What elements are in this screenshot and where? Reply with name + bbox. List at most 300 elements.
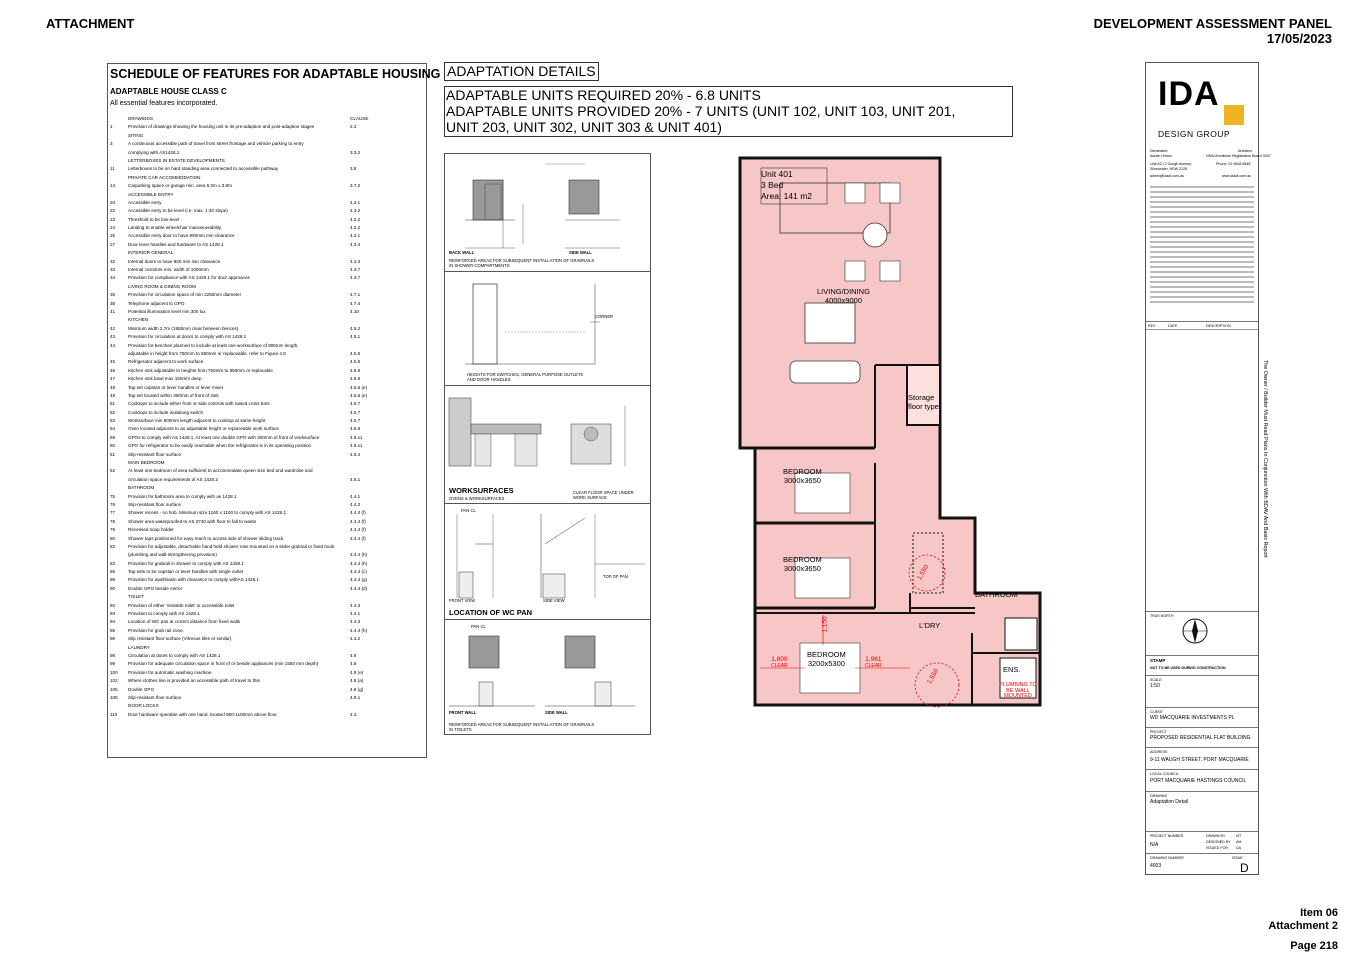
website: www.idadt.com.au (1222, 174, 1252, 178)
door-drawing (445, 272, 652, 386)
row-clause: 4.4.3 (350, 602, 361, 608)
row-clause: 4.4.4 (h) (350, 627, 368, 633)
row-description: Tap sets to be capstan or lever handles with single outlet (128, 569, 244, 575)
row-clause: 4.3. (350, 711, 358, 717)
stamp-label: STAMP (1150, 658, 1166, 663)
storage-label (908, 393, 939, 411)
row-number: 75 (110, 493, 116, 499)
row-clause: 4.5.6 (e) (350, 384, 368, 390)
row-number: 48 (110, 384, 116, 390)
schedule-row (108, 543, 426, 551)
row-description: Where clothes line is provided an accessible path of travel to this (128, 678, 260, 684)
bedroom-2-label (783, 555, 822, 573)
row-number: 110 (110, 711, 118, 717)
row-description: (plumbing and wall-strengthening provision) (128, 552, 217, 558)
row-number: 95 (110, 627, 116, 633)
row-clause: 4.3.4 (350, 241, 361, 247)
schedule-row (108, 585, 426, 593)
drawing-block (1146, 791, 1258, 831)
row-number: 88 (110, 577, 116, 583)
row-clause: 4.3.3 (350, 258, 361, 264)
vertical-note: The Owner / Builder Must Read Plans In Conjunction With BDAV And Basix Report (1262, 360, 1268, 558)
row-clause: 4.5.2 (350, 325, 361, 331)
row-number: 62 (110, 468, 116, 474)
schedule-row (108, 518, 426, 526)
schedule-row (108, 501, 426, 509)
dim-1150: 1,150 (821, 616, 829, 633)
row-clause: 4.4.4 (f) (350, 535, 366, 541)
row-description: Slip resistant floor surface (Vitreous tiles or similar). (128, 636, 233, 642)
row-number: 61 (110, 451, 116, 457)
schedule-row (108, 291, 426, 299)
row-description: Recessed soap holder (128, 527, 174, 533)
row-clause: 4.5.7 (350, 418, 361, 424)
back-wall-label: BACK WALL (449, 250, 475, 255)
row-description: Internal doors to have 820 mm min clearance (128, 258, 221, 264)
project-number-label: PROJECT NUMBER (1150, 834, 1184, 838)
row-clause: 4.5.7 (350, 401, 361, 407)
row-description: Provision of drawings showing the housing unit in its pre-adaption and post-adaption stages (128, 124, 315, 130)
panel-label: DEVELOPMENT ASSESSMENT PANEL (1093, 16, 1332, 31)
schedule-row (108, 409, 426, 417)
date-col: DATE (1168, 324, 1178, 328)
row-number: 25 (110, 233, 116, 239)
row-description: circulation space requirements of AS 1428.2 (128, 476, 218, 482)
dim-1800: 1,800 CLEAR (771, 656, 788, 669)
row-number: 82 (110, 543, 116, 549)
panel-date: 17/05/2023 (1266, 31, 1332, 46)
unit-number: Unit 401 (761, 169, 793, 179)
row-description: Tap set capstan or lever handles or lever mixer (128, 384, 224, 390)
bedroom-1-name: BEDROOM (783, 467, 822, 476)
row-number: 11 (110, 166, 115, 172)
reinforced-toilet-note: REINFORCED AREAS FOR SUBSEQUENT INSTALLATION OF GRABRAILS IN TOILETS (449, 722, 595, 732)
row-number: 78 (110, 518, 116, 524)
row-description: Oven located adjacent to an adjustable height or replaceable work surface (128, 426, 279, 432)
schedule-row (108, 132, 426, 140)
row-clause: 4.5.6 (350, 367, 361, 373)
rev-col: REV (1148, 324, 1156, 328)
row-number: 24 (110, 225, 116, 231)
units-provided-cont: UNIT 203, UNIT 302, UNIT 303 & UNIT 401) (446, 119, 722, 135)
row-clause: 4.5.5 (350, 359, 361, 365)
row-description: Slip-resistant floor surface (128, 501, 182, 507)
schedule-row (108, 459, 426, 467)
adaptation-summary (444, 86, 1013, 137)
drawn-by-value: MT (1236, 834, 1242, 838)
row-description: Provision for bathroom area to comply with as 1428.1 (128, 493, 237, 499)
dim-1550-laundry: 1,550 (916, 563, 931, 582)
registration: NSW Architects Registration Board 3347 (1206, 154, 1271, 158)
schedule-row (108, 199, 426, 207)
row-description: Location of WC pan at correct distance from fixed walls (128, 619, 241, 625)
storage-type: floor type (908, 402, 939, 411)
scale-value: 1:50 (1150, 683, 1160, 689)
row-clause: 4.6.1 (350, 476, 361, 482)
drawing-number-block (1146, 853, 1258, 876)
row-number: 92 (110, 602, 116, 608)
row-clause: 4.5.7 (350, 409, 361, 415)
wc-drawing (445, 504, 652, 604)
laundry-label: L'DRY (919, 621, 941, 630)
schedule-row (108, 140, 426, 148)
worksurfaces-detail (445, 386, 650, 504)
row-description: Tap set located within 300mm of front of sink (128, 392, 219, 398)
worksurfaces-subtitle: OVENS & WORKSURFACES (449, 496, 505, 501)
row-description: Minimum width 2.7m (1550mm clear between bences) (128, 325, 239, 331)
worksurfaces-title: WORKSURFACES (449, 486, 514, 495)
schedule-row (108, 551, 426, 559)
row-description: LETTERBOXES IN ESTATE DEVELOPMENTS (128, 157, 225, 163)
schedule-row (108, 476, 426, 484)
row-description: Potential illumination level min 300 lux (128, 308, 206, 314)
row-clause: 4.5.4 (350, 451, 361, 457)
row-description: Refrigerator adjacent to work surface (128, 359, 204, 365)
row-number: 76 (110, 501, 116, 507)
row-description: Circulation at doors to comply with AS 1428.1 (128, 653, 221, 658)
attachment-number: Attachment 2 (1268, 920, 1338, 932)
row-clause: CLAUSE (350, 116, 369, 121)
row-clause: 4.4.4 (c) (350, 569, 367, 575)
row-description: Accessible entry (128, 199, 162, 205)
row-clause: 4.4.4 (d) (350, 585, 368, 591)
schedule-row (108, 526, 426, 534)
schedule-row (108, 593, 426, 601)
schedule-row (108, 325, 426, 333)
front-view-label: FRONT VIEW (449, 598, 476, 603)
row-number: 105 (110, 686, 118, 692)
row-description: Double GPO beside mirror (128, 585, 183, 591)
row-description: Provision for grabrail in shower to comply with AS 1428.1 (128, 560, 244, 566)
row-clause: 4.4.2 (350, 636, 361, 642)
row-number: 96 (110, 636, 116, 642)
row-clause: 4.5.11 (350, 443, 363, 449)
living-room-name: LIVING/DINING (817, 287, 870, 296)
row-number: 38 (110, 300, 116, 306)
row-description: complying with AS1428.1 (128, 149, 180, 155)
schedule-row (108, 686, 426, 694)
row-description: Provision for automatic washing machine (128, 669, 212, 675)
row-description: Provision for compliance with AS 1428.1 for door approaces (128, 275, 250, 281)
schedule-row (108, 702, 426, 710)
toilet-drawing (445, 620, 652, 710)
row-clause: 4.4.3 (350, 619, 361, 625)
nominated-label: Nominated (1150, 149, 1168, 153)
row-clause: 4.10 (350, 308, 359, 314)
schedule-row (108, 568, 426, 576)
row-description: Kitchen sink bowl max 150mm deep (128, 376, 202, 382)
row-clause: 4.3.2 (350, 208, 361, 214)
schedule-row (108, 165, 426, 173)
schedule-row (108, 392, 426, 400)
schedule-row (108, 694, 426, 702)
row-number: 41 (110, 308, 116, 314)
north-arrow-icon (1180, 616, 1210, 646)
dim-1961: 1,961 CLEAR (865, 656, 882, 669)
floor-plan (735, 153, 1045, 713)
schedule-row (108, 342, 426, 350)
living-room-size: 4000x9000 (824, 296, 863, 305)
phone: Phone: 02 9648 8848 (1216, 162, 1251, 166)
row-clause: 3.7.2 (350, 183, 361, 189)
row-description: Accessible entry door to have 850mm min clearance (128, 233, 235, 239)
row-description: Slip-resistant floor surface (128, 451, 182, 457)
row-description: LIVING ROOM & DINING ROOM (128, 283, 196, 289)
address-label: ADDRESS (1150, 750, 1168, 754)
schedule-intro: All essential features incorporated. (110, 100, 218, 107)
description-col: DESCRIPTION (1206, 324, 1231, 328)
schedule-row (108, 308, 426, 316)
row-clause: 4.5.6 (350, 376, 361, 382)
notes-block (1150, 183, 1254, 306)
top-of-pan-label: TOP OF PAN (603, 574, 628, 579)
schedule-row (108, 274, 426, 282)
row-clause: 4.4.4 (h) (350, 560, 368, 566)
row-clause: 4.4.4 (h) (350, 552, 368, 558)
row-number: 54 (110, 426, 116, 432)
row-description: Provision for circulation space of min 2250mm diameter (128, 292, 242, 298)
schedule-row (108, 207, 426, 215)
project-value: PROPOSED RESIDENTIAL FLAT BUILDING (1150, 735, 1251, 741)
logo-square (1224, 105, 1244, 125)
row-clause: 4.8 (e) (350, 669, 364, 675)
row-number: 90 (110, 585, 116, 591)
schedule-row (108, 509, 426, 517)
row-clause: 2.3 (350, 124, 357, 130)
schedule-row (108, 241, 426, 249)
row-description: Carparking space or garage min. area 6.0m x 3.8m (128, 183, 232, 189)
schedule-row (108, 493, 426, 501)
row-clause: 4.3.2 (350, 216, 361, 222)
council-block (1146, 769, 1258, 791)
schedule-row (108, 232, 426, 240)
row-clause: 4.5.11 (350, 434, 363, 440)
row-number: 44 (110, 342, 116, 348)
row-number: 53 (110, 418, 116, 424)
row-description: TOILET (128, 594, 144, 600)
row-number: 79 (110, 527, 116, 533)
schedule-row (108, 350, 426, 358)
plumbing-note: PLUMBING TO BE WALL MOUNTED (999, 682, 1037, 699)
schedule-row (108, 216, 426, 224)
schedule-row (108, 149, 426, 157)
schedule-row (108, 182, 426, 190)
row-description: Provision for grab rail zone. (128, 627, 184, 633)
schedule-row (108, 157, 426, 165)
unit-label (761, 169, 812, 202)
stamp-note: NOT TO BE USED DURING CONSTRUCTION (1150, 666, 1226, 670)
row-number: 45 (110, 359, 116, 365)
row-number: 98 (110, 653, 116, 658)
row-description: Provision to comply with AS 1428.1 (128, 611, 200, 617)
row-number: 42 (110, 325, 116, 331)
schedule-rows (108, 115, 426, 719)
worksurface-drawing (445, 386, 652, 486)
row-clause: 4.7.1 (350, 292, 361, 298)
adaptation-title: ADAPTATION DETAILS (444, 62, 599, 81)
row-clause: 4.4.4 (g) (350, 577, 368, 583)
row-clause: 4.5.1 (350, 334, 361, 340)
row-clause: 4.5.5 (350, 350, 361, 356)
drawing-number-value: 4003 (1150, 863, 1162, 869)
reinforced-shower-note: REINFORCED AREAS FOR SUBSEQUENT INSTALLATION OF GRABRAILS IN SHOWER COMPARTMENTS (449, 258, 595, 268)
row-number: 86 (110, 569, 116, 575)
row-description: adjustable in height from 750mm to 850mm or replaceable. refer to Figure 4.8 (128, 350, 286, 356)
row-clause: 4.5.6 (e) (350, 392, 368, 398)
project-label: PROJECT (1150, 730, 1167, 734)
logo-text: IDA (1158, 75, 1220, 113)
row-number: 102 (110, 678, 118, 684)
row-clause: 4.4.2 (350, 501, 361, 507)
side-wall-label: SIDE WALL (569, 250, 592, 255)
bedroom-3-size: 3200x5300 (807, 659, 845, 668)
row-number: 20 (110, 199, 116, 205)
row-clause: 4.3.7 (350, 275, 361, 281)
schedule-row (108, 384, 426, 392)
council-value: PORT MACQUARIE HASTINGS COUNCIL (1150, 778, 1247, 784)
row-number: 1 (110, 124, 113, 130)
row-number: 3 (110, 141, 113, 147)
schedule-row (108, 123, 426, 131)
schedule-subtitle: ADAPTABLE HOUSE CLASS C (110, 87, 227, 96)
wc-location-detail (445, 504, 650, 620)
schedule-row (108, 425, 426, 433)
bedroom-2-name: BEDROOM (783, 555, 822, 564)
bathroom-label: BATHROOM (975, 590, 1018, 599)
pan-cl-label: PAN CL (461, 508, 476, 513)
schedule-row (108, 300, 426, 308)
schedule-row (108, 434, 426, 442)
schedule-row (108, 367, 426, 375)
row-description: Shower recess - no hob. Minimum size 1160 x 1100 to comply with AS 1428.1. (128, 510, 288, 516)
email: admin@idadt.com.au (1150, 174, 1185, 178)
row-number: 47 (110, 376, 116, 382)
address-block (1146, 747, 1258, 769)
row-clause: 4.8 (350, 661, 357, 667)
row-number: 60 (110, 443, 116, 449)
row-clause: 4.8 (g) (350, 686, 364, 692)
row-description: A continuous accessible path of travel from street frontage and vehicle parking to entry (128, 141, 304, 147)
clear-floor-note: CLEAR FLOOR SPACE UNDER WORK SURFACE (573, 490, 634, 500)
row-description: ACCESSIBLE ENTRY (128, 191, 174, 197)
toilet-detail (445, 620, 650, 736)
row-clause: 4.5.8 (350, 426, 361, 432)
bedroom-3-label (807, 650, 846, 668)
row-number: 108 (110, 694, 118, 700)
row-description: Kitchen sink adjustable to heights from 750mm to 850mm or replacable (128, 367, 273, 373)
row-description: Internal corridors min. width of 1000mm (128, 267, 209, 273)
storage-name: Storage (908, 393, 935, 402)
living-label (817, 287, 870, 305)
row-description: Provision of either 'visitable toilet' or accessible toilet (128, 602, 235, 608)
schedule-row (108, 635, 426, 643)
row-clause: 4.8 (350, 653, 357, 658)
schedule-row (108, 417, 426, 425)
row-number: 94 (110, 619, 116, 625)
project-block (1146, 727, 1258, 747)
item-label: Item 06 (1300, 907, 1338, 919)
unit-area: Area: 141 m2 (761, 191, 813, 201)
row-clause: 3.3.2 (350, 149, 361, 155)
issued-for-value: DA (1236, 846, 1241, 850)
row-description: Shower area waterproofed to AS 3740 with floor to fall to waste (128, 518, 257, 524)
row-number: 80 (110, 535, 116, 541)
heights-note: HEIGHTS FOR SWITCHES, GENERAL PURPOSE OUTLETS AND DOOR HANDLES (467, 372, 584, 382)
shower-drawing (445, 154, 652, 272)
row-clause: 4.4.4 (f) (350, 510, 366, 516)
schedule-row (108, 669, 426, 677)
row-number: 43 (110, 334, 116, 340)
row-number: 23 (110, 216, 116, 222)
row-clause: 4.8 (a) (350, 678, 364, 684)
wc-location-title: LOCATION OF WC PAN (449, 608, 533, 617)
row-number: 77 (110, 510, 116, 516)
row-description: INTERIOR GENERAL (128, 250, 174, 256)
row-clause: 4.4.1 (350, 493, 361, 499)
row-description: DRAWINGS (128, 116, 154, 121)
schedule-row (108, 442, 426, 450)
row-clause: 4.3.1 (350, 199, 361, 205)
schedule-row (108, 249, 426, 257)
row-number: 51 (110, 401, 116, 407)
schedule-row (108, 266, 426, 274)
schedule-row (108, 484, 426, 492)
row-description: Provision for benches planned to include at least one worksurface of 800mm length, (128, 342, 299, 348)
bedroom-1-label (783, 467, 822, 485)
row-description: Provision for adjustable, detachable hand held shower rose mounted on a slider grabrail or fixed hook (128, 543, 335, 549)
row-description: At least one bedroom of area sufficient to accommodate queen size bed and wardrobe and (128, 468, 313, 474)
schedule-row (108, 610, 426, 618)
row-description: GPO for refrigerator to be easily reachable when the refrigerator is in its operating position (128, 443, 312, 449)
north-block (1146, 611, 1258, 655)
schedule-row (108, 174, 426, 182)
row-number: 83 (110, 560, 116, 566)
ensuite-label: ENS. (1003, 665, 1021, 674)
row-description: PRIVATE CAR ACCOMMODATION (128, 174, 201, 180)
row-description: MAIN BEDROOM (128, 460, 165, 466)
scale-block (1146, 675, 1258, 707)
row-description: Provision for circulation at doors to comply with AS 1428.1 (128, 334, 247, 340)
drawing-number-label: DRAWING NUMBER (1150, 856, 1184, 860)
row-number: 52 (110, 409, 116, 415)
row-clause: 4.4.1 (350, 611, 361, 617)
schedule-row (108, 602, 426, 610)
row-description: BATHROOM (128, 485, 155, 491)
row-description: Accessible entry to be level (i.e. max. 1:40 slope) (128, 208, 228, 214)
row-clause: 4.9.1 (350, 694, 361, 700)
row-description: Door hardware operable with one hand, located 900-1100mm above floor. (128, 711, 278, 717)
front-wall-label: FRONT WALL (449, 710, 477, 715)
row-description: Provision for washbasin with clearance to comply withAS 1428.1 (128, 577, 259, 583)
row-description: Landing to enable wheelchair manoeuvrability (128, 225, 222, 231)
floor-plan-drawing (735, 153, 1045, 713)
designed-by-value: AM (1236, 840, 1242, 844)
schedule-row (108, 258, 426, 266)
schedule-row (108, 283, 426, 291)
drawing-label: DRAWING (1150, 794, 1168, 798)
dim-1550-bedroom: 1,550 (926, 667, 941, 686)
schedule-row (108, 115, 426, 123)
attachment-label: ATTACHMENT (46, 16, 135, 31)
schedule-row (108, 467, 426, 475)
bedroom-1-size: 3000x3650 (783, 476, 821, 485)
row-number: 36 (110, 292, 116, 298)
schedule-row (108, 358, 426, 366)
schedule-row (108, 677, 426, 685)
units-provided: ADAPTABLE UNITS PROVIDED 20% - 7 UNITS (UNIT 102, UNIT 103, UNIT 201, (446, 103, 956, 119)
row-number: 100 (110, 669, 118, 675)
side-wall-label-2: SIDE WALL (545, 710, 568, 715)
